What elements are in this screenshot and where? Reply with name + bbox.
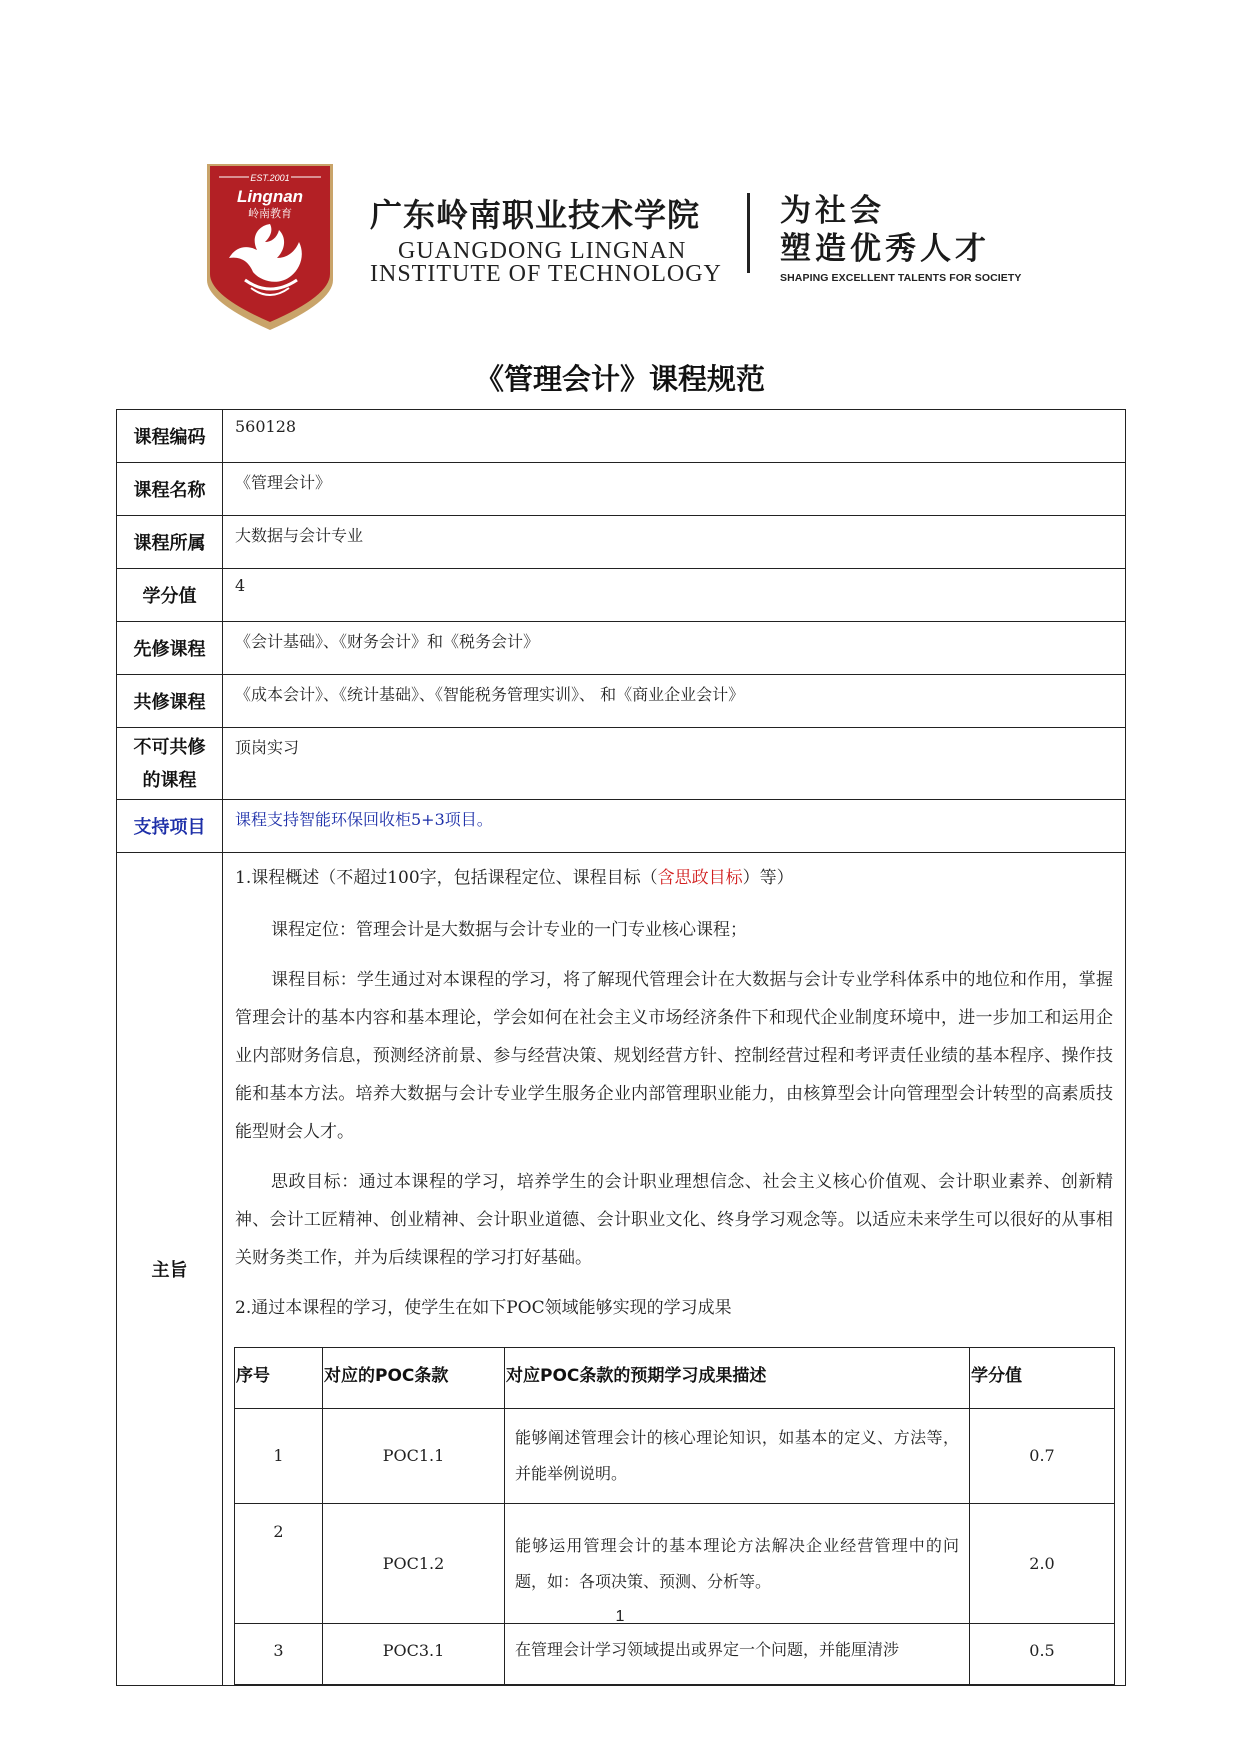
- table-row-prereq: [117, 622, 1126, 675]
- table-row-coreq: [117, 675, 1126, 728]
- row-value: 560128: [223, 410, 1126, 463]
- poc-outcomes-table: [234, 1347, 1115, 1685]
- header-no: 序号: [235, 1348, 323, 1409]
- row-label: 先修课程: [117, 622, 223, 675]
- row-label: 学分值: [117, 569, 223, 622]
- table-row-exclusive: [117, 728, 1126, 800]
- table-row-code: [117, 410, 1126, 463]
- row-label-line2: 的课程: [142, 769, 197, 791]
- table-row-name: [117, 463, 1126, 516]
- poc-desc: 能够阐述管理会计的核心理论知识，如基本的定义、方法等，并能举例说明。: [505, 1409, 970, 1504]
- row-value: 课程支持智能环保回收柜5+3项目。: [223, 800, 1126, 853]
- overview-prefix: 1.课程概述（不超过100字，包括课程定位、课程目标（: [235, 868, 658, 888]
- table-row-credit: [117, 569, 1126, 622]
- poc-no: 1: [235, 1409, 323, 1504]
- svg-text:岭南教育: 岭南教育: [248, 207, 292, 220]
- poc-desc: 在管理会计学习领域提出或界定一个问题，并能厘清涉: [505, 1624, 970, 1685]
- poc-credit: 0.7: [970, 1409, 1115, 1504]
- row-label: 课程所属: [117, 516, 223, 569]
- poc-desc: 能够运用管理会计的基本理论方法解决企业经营管理中的问题，如：各项决策、预测、分析等。: [505, 1504, 970, 1624]
- row-label: 课程编码: [117, 410, 223, 463]
- row-label: [117, 728, 223, 800]
- table-row-purpose: [117, 853, 1126, 1686]
- poc-no: 2: [235, 1504, 323, 1624]
- slogan-cn-line2: 塑造优秀人才: [780, 231, 990, 267]
- table-row: [235, 1624, 1115, 1685]
- row-label: 课程名称: [117, 463, 223, 516]
- table-row: [235, 1409, 1115, 1504]
- row-value: 顶岗实习: [223, 728, 1126, 800]
- table-row-support: [117, 800, 1126, 853]
- overview-heading: [235, 859, 1113, 897]
- row-value: 《会计基础》、《财务会计》和《税务会计》: [223, 622, 1126, 675]
- institution-name-en: [370, 240, 722, 286]
- institution-name-en-line1: GUANGDONG LINGNAN: [398, 238, 687, 264]
- poc-no: 3: [235, 1624, 323, 1685]
- slogan-cn-line1: 为社会: [780, 193, 885, 229]
- row-value: 《管理会计》: [223, 463, 1126, 516]
- page-title: 《管理会计》课程规范: [474, 362, 765, 396]
- row-value: 《成本会计》、《统计基础》、《智能税务管理实训》、 和《商业企业会计》: [223, 675, 1126, 728]
- table-row: [235, 1504, 1115, 1624]
- header-desc: 对应POC条款的预期学习成果描述: [505, 1348, 970, 1409]
- poc-credit: 0.5: [970, 1624, 1115, 1685]
- poc-clause: POC1.1: [323, 1409, 505, 1504]
- slogan-block: [780, 192, 1022, 284]
- poc-header-row: [235, 1348, 1115, 1409]
- table-row-dept: [117, 516, 1126, 569]
- course-spec-table: [116, 409, 1126, 1686]
- header-divider: [747, 193, 750, 273]
- ideology-objective: 思政目标：通过本课程的学习，培养学生的会计职业理想信念、社会主义核心价值观、会计职业素养、创新精神、会计工匠精神、创业精神、会计职业道德、会计职业文化、终身学习观念等。以适应未来学生可以很好的从事相关财务类工作，并为后续课程的学习打好基础。: [235, 1172, 1113, 1268]
- college-logo-emblem: [205, 162, 335, 334]
- row-label: 主旨: [117, 853, 223, 1686]
- poc-credit: 2.0: [970, 1504, 1115, 1624]
- institution-name-block: [370, 190, 722, 286]
- institution-name-en-line2: INSTITUTE OF TECHNOLOGY: [370, 261, 722, 287]
- row-label-line1: 不可共修: [133, 736, 206, 758]
- header-poc: 对应的POC条款: [323, 1348, 505, 1409]
- svg-text:Lingnan: Lingnan: [236, 187, 304, 206]
- overview-red-note: 含思政目标: [657, 868, 743, 888]
- purpose-content: [223, 853, 1126, 1686]
- course-positioning: 课程定位：管理会计是大数据与会计专业的一门专业核心课程；: [271, 920, 747, 940]
- row-label: 支持项目: [117, 800, 223, 853]
- course-objective: 课程目标：学生通过对本课程的学习，将了解现代管理会计在大数据与会计专业学科体系中的地位和作用，掌握管理会计的基本内容和基本理论，学会如何在社会主义市场经济条件下和现代企业制度环境中，进一步加工和运用企业内部财务信息，预测经济前景、参与经营决策、规划经营方针、控制经营过程和考评责任业绩的基本程序、操作技能和基本方法。培养大数据与会计专业学生服务企业内部管理职业能力，由核算型会计向管理型会计转型的高素质技能型财会人才。: [235, 970, 1113, 1142]
- poc-clause: POC3.1: [323, 1624, 505, 1685]
- overview-suffix: ）等）: [742, 868, 794, 888]
- row-label: 共修课程: [117, 675, 223, 728]
- svg-text:EST.2001: EST.2001: [250, 173, 290, 183]
- poc-clause: POC1.2: [323, 1504, 505, 1624]
- phoenix-shield-icon: [205, 162, 335, 334]
- row-value: 4: [223, 569, 1126, 622]
- slogan-en: SHAPING EXCELLENT TALENTS FOR SOCIETY: [780, 272, 1022, 284]
- header-credit: 学分值: [970, 1348, 1115, 1409]
- row-value: 大数据与会计专业: [223, 516, 1126, 569]
- institution-name-cn: 广东岭南职业技术学院: [370, 196, 701, 234]
- outcomes-intro: 2.通过本课程的学习，使学生在如下POC领域能够实现的学习成果: [235, 1298, 732, 1318]
- page-number: 1: [615, 1608, 625, 1625]
